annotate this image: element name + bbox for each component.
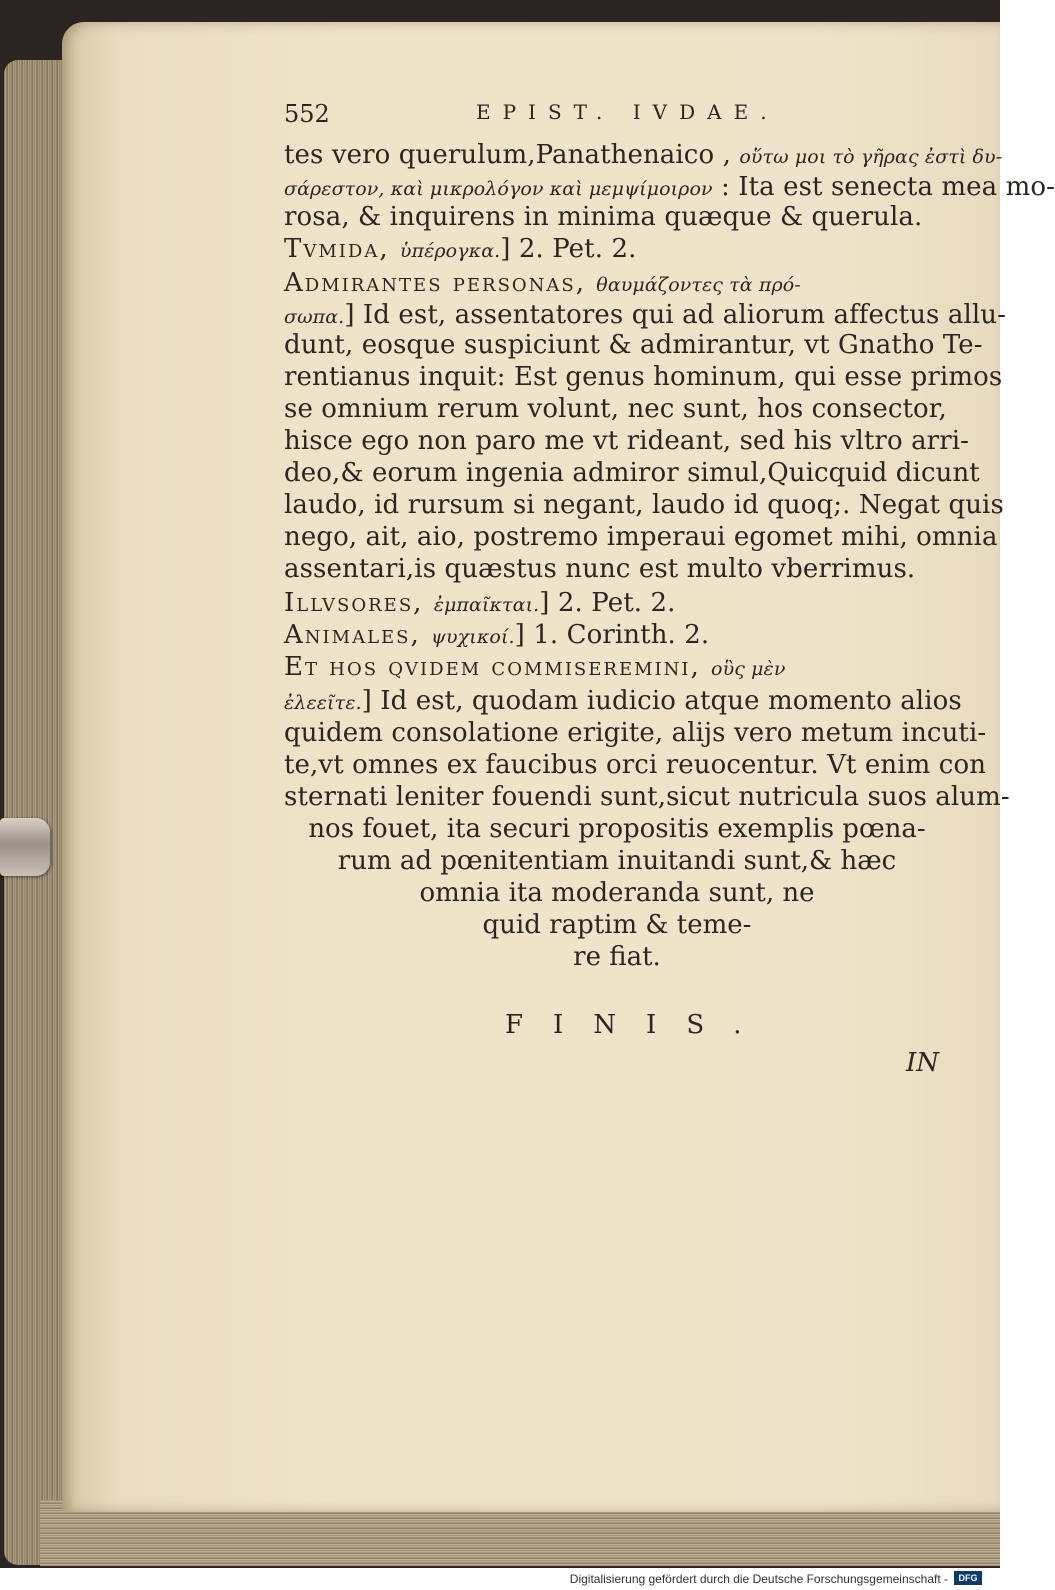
book-clasp (0, 818, 50, 876)
text-line: deo,& eorum ingenia admiror simul,Quicquid dicunt (284, 458, 980, 488)
tapered-line: re fiat. (573, 942, 661, 972)
text-line: se omnium rerum volunt, nec sunt, hos consector, (284, 394, 947, 424)
text-line: laudo, id rursum si negant, laudo id quoq;. Negat quis (284, 490, 1004, 520)
text-line: assentari,is quæstus nunc est multo vberrimus. (284, 554, 916, 584)
text-line: Et hos qvidem commiseremini, οὓς μὲν (284, 652, 786, 682)
text-line: σωπα.] Id est, assentatores qui ad aliorum affectus allu- (284, 300, 1007, 330)
tapered-line: rum ad pœnitentiam inuitandi sunt,& hæc (337, 846, 897, 876)
text-line: sternati leniter fouendi sunt,sicut nutricula suos alum- (284, 782, 1010, 812)
running-head-title: EPIST. IVDAE. (476, 100, 779, 124)
page-number: 552 (284, 100, 330, 128)
tapered-line: omnia ita moderanda sunt, ne (419, 878, 815, 908)
text-line: dunt, eosque suspiciunt & admirantur, vt Gnatho Te- (284, 330, 983, 360)
finis-mark: FINIS. (505, 1010, 772, 1040)
text-line: Illvsores, ἐμπαῖκται.] 2. Pet. 2. (284, 588, 676, 618)
text-line: σάρεστον, καὶ μικρολόγον καὶ μεμψίμοιρον : Ita est senecta mea mo- (284, 172, 1055, 202)
text-line: hisce ego non paro me vt rideant, sed his vltro arri- (284, 426, 970, 456)
text-line: rosa, & inquirens in minima quæque & querula. (284, 202, 923, 232)
text-line: nego, ait, aio, postremo imperaui egomet mihi, omnia (284, 522, 998, 552)
text-line: tes vero querulum,Panathenaico , οὕτω μοι τὸ γῆρας ἐστὶ δυ- (284, 140, 1003, 170)
text-line: Admirantes personas, θαυμάζοντες τὰ πρό- (284, 268, 801, 298)
text-line: te,vt omnes ex faucibus orci reuocentur. Vt enim con (284, 750, 987, 780)
text-line: Tvmida, ὑπέρογκα.] 2. Pet. 2. (284, 234, 637, 264)
catchword: IN (906, 1048, 940, 1078)
running-header (284, 100, 944, 134)
book-page-edges (4, 60, 66, 1565)
dfg-logo: DFG (954, 1571, 982, 1585)
text-line: Animales, ψυχικοί.] 1. Corinth. 2. (284, 620, 710, 650)
tapered-line: nos fouet, ita securi propositis exemplis pœna- (308, 814, 926, 844)
funding-credit: Digitalisierung gefördert durch die Deutsche Forschungsgemeinschaft - (569, 1572, 948, 1586)
text-line: quidem consolatione erigite, alijs vero metum incuti- (284, 718, 987, 748)
tapered-line: quid raptim & teme- (482, 910, 752, 940)
text-line: ἐλεεῖτε.] Id est, quodam iudicio atque momento alios (284, 686, 962, 716)
text-line: rentianus inquit: Est genus hominum, qui esse primos (284, 362, 1003, 392)
